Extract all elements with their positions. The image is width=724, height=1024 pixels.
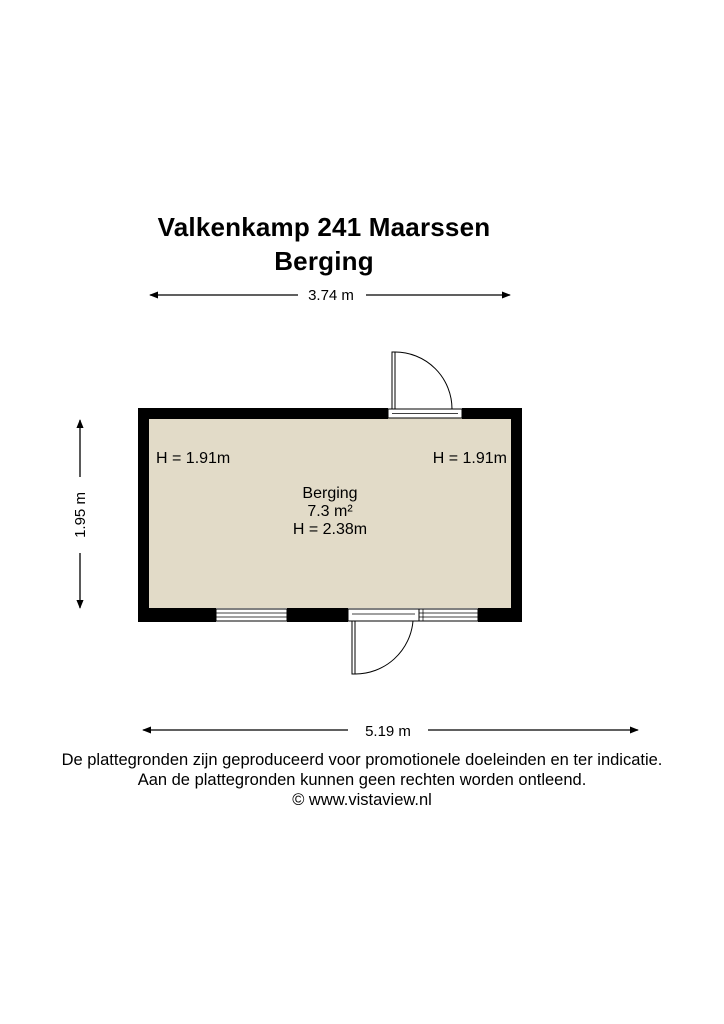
left-dimension-label: 1.95 m xyxy=(72,492,89,538)
left-dimension xyxy=(72,420,89,608)
top-door-leaf xyxy=(392,352,395,409)
bottom-door-leaf xyxy=(352,621,355,674)
bottom-door-frame xyxy=(348,609,419,621)
bottom-window-left xyxy=(216,609,287,621)
room-height: H = 2.38m xyxy=(292,521,368,538)
bottom-door xyxy=(348,609,419,674)
copyright-line: © www.vistaview.nl xyxy=(292,791,432,809)
bottom-door-swing-arc xyxy=(355,621,413,674)
bottom-dimension-label: 5.19 m xyxy=(365,723,411,740)
wall-bottom-3 xyxy=(478,608,522,622)
top-dimension xyxy=(150,287,510,304)
room-area: 7.3 m² xyxy=(307,503,353,520)
bottom-dimension xyxy=(143,723,638,740)
wall-right xyxy=(511,408,522,622)
wall-top-left xyxy=(138,408,388,419)
wall-bottom-2 xyxy=(287,608,348,622)
top-dimension-label: 3.74 m xyxy=(308,287,354,304)
bottom-window-right xyxy=(419,609,478,621)
wall-left xyxy=(138,408,149,622)
disclaimer-line-1: De plattegronden zijn geproduceerd voor promotionele doeleinden en ter indicatie. xyxy=(61,751,663,769)
plan-title: Valkenkamp 241 Maarssen xyxy=(157,212,491,242)
height-left-label: H = 1.91m xyxy=(156,450,231,467)
top-door-swing-arc xyxy=(395,352,452,409)
plan-subtitle: Berging xyxy=(274,246,374,276)
wall-bottom-1 xyxy=(138,608,216,622)
room-name: Berging xyxy=(302,485,358,502)
top-door xyxy=(388,352,462,418)
height-right-label: H = 1.91m xyxy=(432,450,507,467)
disclaimer-line-2: Aan de plattegronden kunnen geen rechten worden ontleend. xyxy=(137,771,587,789)
